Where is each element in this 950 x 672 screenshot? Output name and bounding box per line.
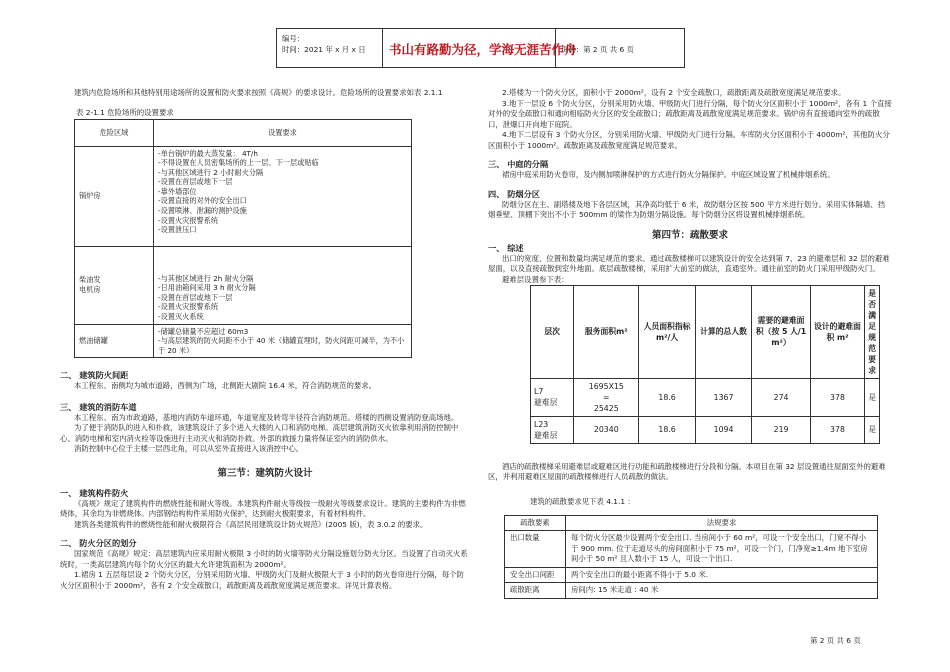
evac-col: 法规要求 — [566, 515, 878, 531]
section-heading: 第四节：疏散要求 — [651, 229, 728, 241]
section-title: 四、 防烟分区 — [488, 188, 540, 199]
refuge-cell: 1367 — [695, 378, 752, 416]
section-text: 1.裙房 1 五层每层设 2 个防火分区，分别采用防火墙、甲级防火门及耐火极限大于 3 小时的防火卷帘进行分隔，每个防火分区面积小于 2000m²，各有 2 个安全疏散口，疏散距离及疏散宽度满足规范要求。详见计算表格。 — [60, 570, 465, 590]
section-title: 一、 建筑构件防火 — [60, 487, 129, 498]
section-text: 为了便于消防队的进入和扑救，该建筑设计了多个进入大楼的入口和消防电梯。高层建筑消防灭火依靠利用消防控制中心、消防电梯和室内消火栓等设施进行主动灭火和消防扑救。外部的救援力量将保证室内的消防供水。 — [60, 423, 459, 443]
page-header — [276, 28, 685, 68]
section-text: 裙房中庭采用防火卷帘，及内侧加喷淋保护的方式进行防火分隔保护。中庭区域设置了机械排烟系统。 — [502, 170, 835, 179]
refuge-cell: 是 — [865, 416, 880, 443]
section-text: 酒店的疏散楼梯采用避难层或避难区进行功能和疏散楼梯进行分段和分隔。本项目在第 32 层设置通往屋面室外的避难区，并利用避难区屋面的疏散楼梯进行人员疏散的做法。 — [488, 461, 886, 481]
section-text: 本工程东、南为市政道路，基地内消防车道环通，车道宽度及转弯半径符合消防规范。塔楼的西侧设置消防登高场地。 — [74, 412, 459, 422]
table-caption: 表 2-1.1 危险场所的设置要求 — [76, 107, 174, 117]
section-title: 一、 综述 — [488, 242, 524, 253]
evac-col: 疏散要素 — [505, 515, 566, 531]
evac-key: 疏散距离 — [505, 583, 566, 599]
evac-value: 每个防火分区最少设置两个安全出口. 当房间小于 60 m²，可设一个安全出口，门宽不得小于 900 mm. 位于走道尽头的房间面积小于 75 m²，可设一个门，门净宽≥1.4m 地下室房间小于 50 m² 且人数小于 15 人，可设一个出口. — [566, 531, 878, 568]
hazard-req: -储罐总储量不应超过 60m3 -与高层建筑的防火间距不小于 40 米（储罐直埋时，防火间距可减半，为不小于 20 米） — [154, 324, 412, 358]
refuge-cell: 1094 — [695, 416, 752, 443]
hazard-col-req: 设置要求 — [154, 119, 412, 146]
evac-value: 房间内: 15 米走道 : 40 米 — [566, 583, 878, 599]
section-title: 三、 建筑的消防车道 — [60, 401, 137, 412]
refuge-cell: 20340 — [574, 416, 639, 443]
evac-value: 两个安全出口的最小距离不得小于 5.0 米. — [566, 567, 878, 583]
hazard-area: 柴油发 电机房 — [75, 246, 154, 324]
evac-key: 安全出口间距 — [505, 567, 566, 583]
section-text: 出口的宽度、位置和数量均满足规范的要求。通过疏散楼梯可以建筑设计的安全达到第 7、23 的避难层和 32 层的避难屋面，以及直接疏散到室外地面。底层疏散楼梯，采用扩大前室的做法，直通室外。通往前室的防火门采用甲级防火门。 — [488, 253, 890, 273]
refuge-cell: 18.6 — [639, 378, 695, 416]
right-column — [488, 88, 892, 599]
section-text: 本工程东、南侧均为城市道路，西侧为广场，北侧距大剧院 16.4 米，符合消防规范的要求。 — [74, 381, 377, 391]
section-text: 建筑各类建筑构件的燃烧性能和耐火极限符合《高层民用建筑设计防火规范》(2005 版)，表 3.0.2 的要求。 — [74, 519, 428, 529]
section-text: 防烟分区在主、副塔楼及地下各层区域，其净高均低于 6 米，故防烟分区按 500 平方米进行划分。采用实体隔墙、挡烟垂壁、顶棚下突出不小于 500mm 的梁作为防烟分隔设施。每个防烟分区将设置机械排烟系统。 — [488, 199, 885, 219]
refuge-cell: 18.6 — [639, 416, 695, 443]
left-column — [60, 88, 470, 591]
refuge-cell: 219 — [752, 416, 810, 443]
section-text: 消防控制中心位于主楼一层西北角，可以从室外直接进入该消控中心。 — [74, 444, 304, 454]
refuge-cell: 是 — [865, 378, 880, 416]
refuge-col: 层次 — [531, 285, 574, 378]
section-text: 3.地下一层设 6 个防火分区，分别采用防火墙、甲级防火门进行分隔，每个防火分区面积小于 1000m²，各有 1 个直接对外的安全疏散口和通向相临防火分区的安全疏散口；疏散距离及疏散宽度满足规范要求。锅炉房有直接通向室外的疏散口，泄爆口开向地下庭院。 — [488, 98, 892, 129]
table-caption: 建筑的疏散要求见下表 4.1.1 ： — [530, 496, 635, 506]
refuge-cell: 1695X15 = 25425 — [574, 378, 639, 416]
section-text: 2.塔楼为一个防火分区，面积小于 2000m²，设有 2 个安全疏散口，疏散距离及疏散宽度满足规范要求。 — [502, 88, 846, 97]
section-text: 4.地下二层设有 3 个防火分区，分别采用防火墙、甲级防火门进行分隔。车库防火分区面积小于 4000m²，其他防火分区面积小于 1000m²。疏散距离及疏散宽度满足规范要求。 — [488, 130, 890, 150]
refuge-cell: L7 避难层 — [531, 378, 574, 416]
refuge-col: 是否满足规范要求 — [865, 285, 880, 378]
section-text: 《高规》规定了建筑构件的燃烧性能和耐火等级。本建筑构件耐火等级按一级耐火等级要求设计。建筑的主要构件为非燃烧体，其余均为非燃烧体。内部钢结构构件采用防火保护，达到耐火极限要求，有着材料构件。 — [60, 498, 466, 519]
refuge-cell: 378 — [810, 416, 864, 443]
refuge-col: 计算的总人数 — [695, 285, 752, 378]
section-title: 二、 建筑防火间距 — [60, 370, 129, 381]
refuge-cell: 274 — [752, 378, 810, 416]
evacuation-table — [504, 515, 878, 599]
refuge-cell: L23 避难层 — [531, 416, 574, 443]
header-divider — [382, 29, 383, 67]
refuge-table — [530, 285, 880, 444]
refuge-col: 设计的避难面积 m² — [810, 285, 864, 378]
hazard-req: -与其他区域进行 2h 耐火分隔 -日用油箱间采用 3 h 耐火分隔 -设置在首层或地下一层 -设置火灾报警系统 -设置灭火系统 — [154, 246, 412, 324]
hazard-col-area: 危险区域 — [75, 119, 154, 146]
evac-key: 出口数量 — [505, 531, 566, 568]
page-footer: 第 2 页 共 6 页 — [810, 636, 861, 645]
section-title: 三、 中庭的分隔 — [488, 159, 549, 169]
section-title: 二、 防火分区的划分 — [60, 538, 137, 549]
refuge-cell: 378 — [810, 378, 864, 416]
hazard-area: 燃油储罐 — [75, 324, 154, 358]
refuge-col: 需要的避难面积（按 5 人/1 m²） — [752, 285, 810, 378]
header-page: 页码：第 2 页 共 6 页 — [561, 45, 634, 54]
refuge-col: 服务面积m² — [574, 285, 639, 378]
hazard-area: 锅炉房 — [75, 146, 154, 246]
hazard-table — [74, 119, 412, 359]
header-motto: 书山有路勤为径，学海无涯苦作舟 — [389, 42, 577, 57]
section-text: 国家规范《高规》规定：高层建筑内应采用耐火极限 3 小时的防火墙等防火分隔设施划分防火分区。当设置了自动灭火系统时，一类高层建筑内每个防火分区的最大允许建筑面积为 2000m²。 — [60, 549, 468, 569]
table-caption: 避难层设置参下表： — [502, 274, 569, 284]
hazard-req: -单台锅炉的最大蒸发量： 4T/h -不得设置在人员密集场所的上一层、下一层或贴临 -与其他区域进行 2 小时耐火分隔 -设置在首层或地下一层 -靠外墙部位 -设置直接的对外的安全出口 -设置喷淋、泄漏的测护设施 -设置火灾报警系统 -设置泄压口 — [154, 146, 412, 246]
section-heading: 第三节：建筑防火设计 — [217, 467, 313, 479]
header-date: 时间：2021 年 x 月 x 日 — [282, 45, 366, 54]
refuge-col: 人员面积指标m²/人 — [639, 285, 695, 378]
header-code-label: 编号： — [282, 34, 305, 43]
intro-text: 建筑内危险场所和其他特别用途场所的设置和防火要求按照《高规》的要求设计。危险场所的设置要求如表 2.1.1 — [74, 88, 443, 97]
